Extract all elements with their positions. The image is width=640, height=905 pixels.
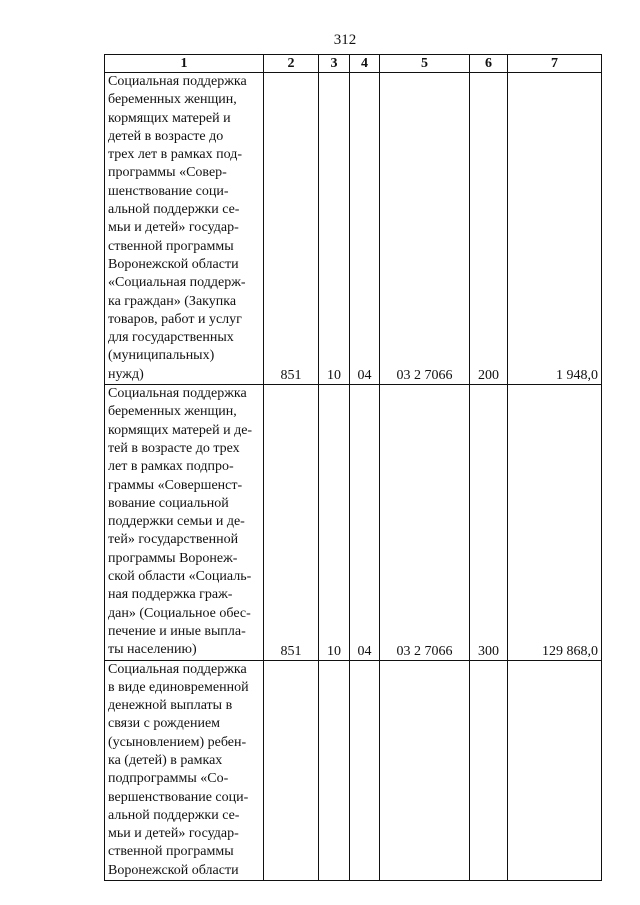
row-description: Социальная поддержка беременных женщин, кормящих матерей и детей в возрасте до трех лет в рамках под- программы «Совер- шенствование соци- альной поддержки се- мьи и детей» государ- ственной программы Воронежской области «Социальная поддерж- ка граждан» (Закупка товаров, работ и услуг для государственных (муниципальных) нужд)	[105, 73, 264, 385]
cell-expense-type	[470, 660, 508, 881]
cell-amount	[508, 660, 602, 881]
cell-section: 10	[319, 385, 350, 660]
row-description: Социальная поддержка беременных женщин, кормящих матерей и де- тей в возрасте до трех лет в рамках подпро- граммы «Совершенст- вование социальной поддержки семьи и де- тей» государственной программы Воронеж- ской области «Социаль- ная поддержка граж- дан» (Социальное обес- печение и иные выпла- ты населению)	[105, 385, 264, 660]
header-col-7: 7	[508, 55, 602, 73]
cell-amount: 129 868,0	[508, 385, 602, 660]
header-row	[105, 55, 602, 73]
cell-expense-type: 300	[470, 385, 508, 660]
budget-table	[104, 54, 602, 881]
cell-expense-type: 200	[470, 73, 508, 385]
cell-subsection: 04	[350, 385, 380, 660]
header-col-5: 5	[380, 55, 470, 73]
cell-target-article	[380, 660, 470, 881]
header-col-2: 2	[264, 55, 319, 73]
cell-ministry-code: 851	[264, 73, 319, 385]
table-row	[105, 385, 602, 660]
header-col-1: 1	[105, 55, 264, 73]
cell-amount: 1 948,0	[508, 73, 602, 385]
page-number: 312	[333, 32, 357, 48]
cell-target-article: 03 2 7066	[380, 73, 470, 385]
cell-subsection	[350, 660, 380, 881]
cell-subsection: 04	[350, 73, 380, 385]
cell-ministry-code: 851	[264, 385, 319, 660]
cell-section	[319, 660, 350, 881]
header-col-6: 6	[470, 55, 508, 73]
cell-section: 10	[319, 73, 350, 385]
table-row	[105, 73, 602, 385]
header-col-3: 3	[319, 55, 350, 73]
cell-ministry-code	[264, 660, 319, 881]
header-col-4: 4	[350, 55, 380, 73]
table-row	[105, 660, 602, 881]
cell-target-article: 03 2 7066	[380, 385, 470, 660]
row-description: Социальная поддержка в виде единовременной денежной выплаты в связи с рождением (усыновлением) ребен- ка (детей) в рамках подпрограммы «Со- вершенствование соци- альной поддержки се- мьи и детей» государ- ственной программы Воронежской области	[105, 660, 264, 881]
